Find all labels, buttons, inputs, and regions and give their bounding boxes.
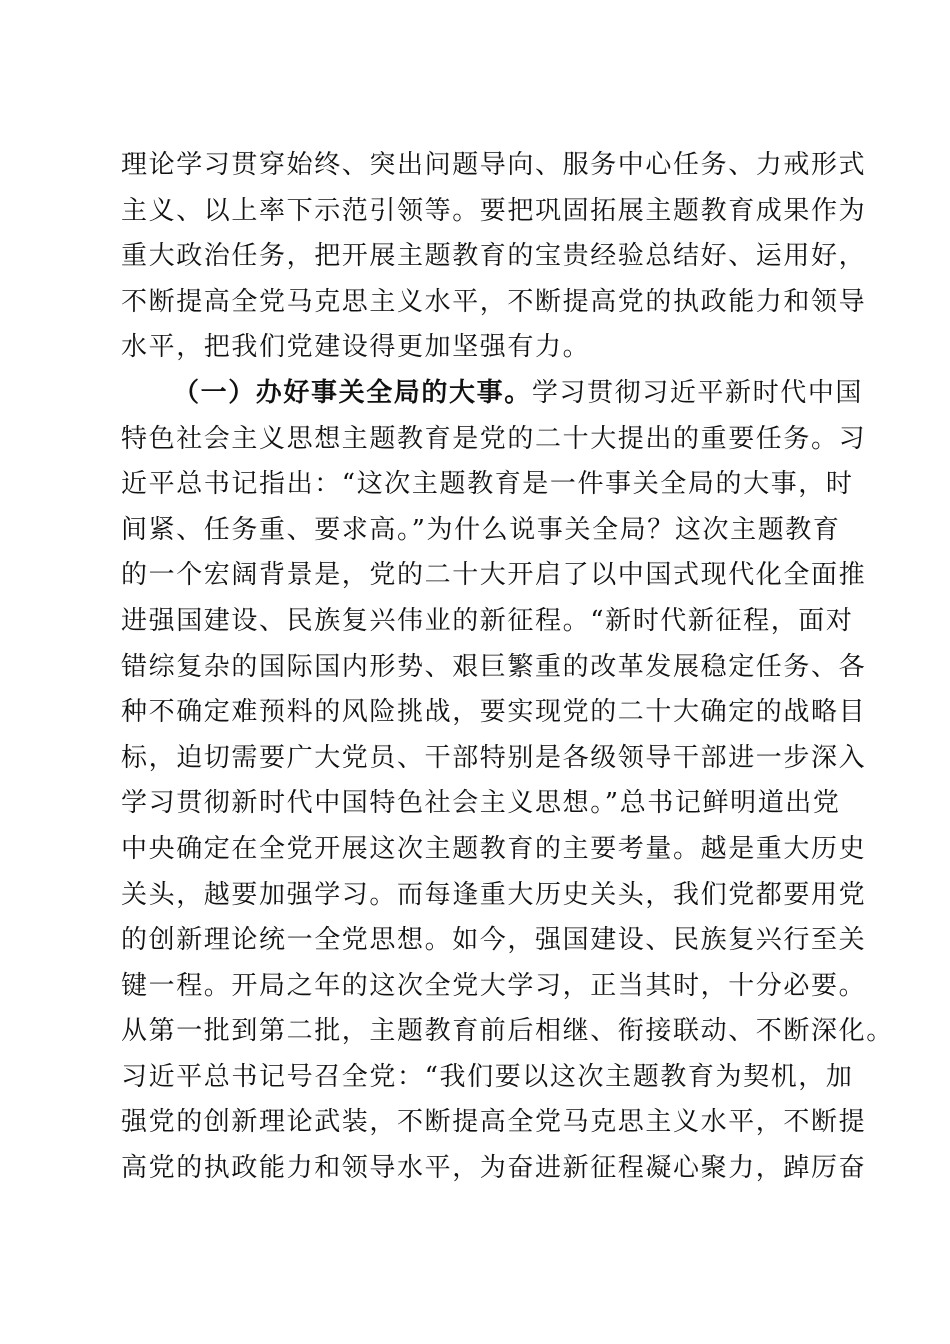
text-line: 从第一批到第二批，主题教育前后相继、衔接联动、不断深化。 <box>121 1016 894 1047</box>
text-line: 键一程。开局之年的这次全党大学习，正当其时，十分必要。 <box>121 970 867 1001</box>
text-line: 种不确定难预料的风险挑战，要实现党的二十大确定的战略目 <box>121 697 867 728</box>
text-line: 强党的创新理论武装，不断提高全党马克思主义水平，不断提 <box>121 1107 867 1138</box>
text-line: 不断提高全党马克思主义水平，不断提高党的执政能力和领导 <box>121 286 867 317</box>
text-line: 高党的执政能力和领导水平，为奋进新征程凝心聚力，踔厉奋 <box>121 1153 867 1184</box>
text-line: 关头，越要加强学习。而每逢重大历史关头，我们党都要用党 <box>121 879 867 910</box>
document-body <box>121 143 894 1192</box>
text-line: 学习贯彻新时代中国特色社会主义思想。”总书记鲜明道出党 <box>121 788 841 819</box>
text-line: 标，迫切需要广大党员、干部特别是各级领导干部进一步深入 <box>121 742 867 773</box>
text-line: 理论学习贯穿始终、突出问题导向、服务中心任务、力戒形式 <box>121 150 867 180</box>
text-line: 近平总书记指出：“这次主题教育是一件事关全局的大事，时 <box>121 469 854 500</box>
text-line: 特色社会主义思想主题教育是党的二十大提出的重要任务。习 <box>121 423 867 454</box>
section-heading-line <box>121 371 864 417</box>
text-line: 错综复杂的国际国内形势、艰巨繁重的改革发展稳定任务、各 <box>121 651 867 682</box>
text-line-rest: 学习贯彻习近平新时代中国 <box>531 377 864 408</box>
text-line: 中央确定在全党开展这次主题教育的主要考量。越是重大历史 <box>121 833 867 864</box>
text-line: 水平，把我们党建设得更加坚强有力。 <box>121 332 591 363</box>
section-heading: （一）办好事关全局的大事。 <box>173 377 532 408</box>
text-line: 重大政治任务，把开展主题教育的宝贵经验总结好、运用好， <box>121 241 867 272</box>
text-line: 的创新理论统一全党思想。如今，强国建设、民族复兴行至关 <box>121 925 867 956</box>
text-line: 的一个宏阔背景是，党的二十大开启了以中国式现代化全面推 <box>121 560 867 591</box>
text-line: 习近平总书记号召全党：“我们要以这次主题教育为契机，加 <box>121 1061 854 1092</box>
text-line: 进强国建设、民族复兴伟业的新征程。“新时代新征程，面对 <box>121 605 854 636</box>
text-line: 主义、以上率下示范引领等。要把巩固拓展主题教育成果作为 <box>121 195 867 226</box>
text-line: 间紧、任务重、要求高。”为什么说事关全局？这次主题教育 <box>121 514 841 545</box>
